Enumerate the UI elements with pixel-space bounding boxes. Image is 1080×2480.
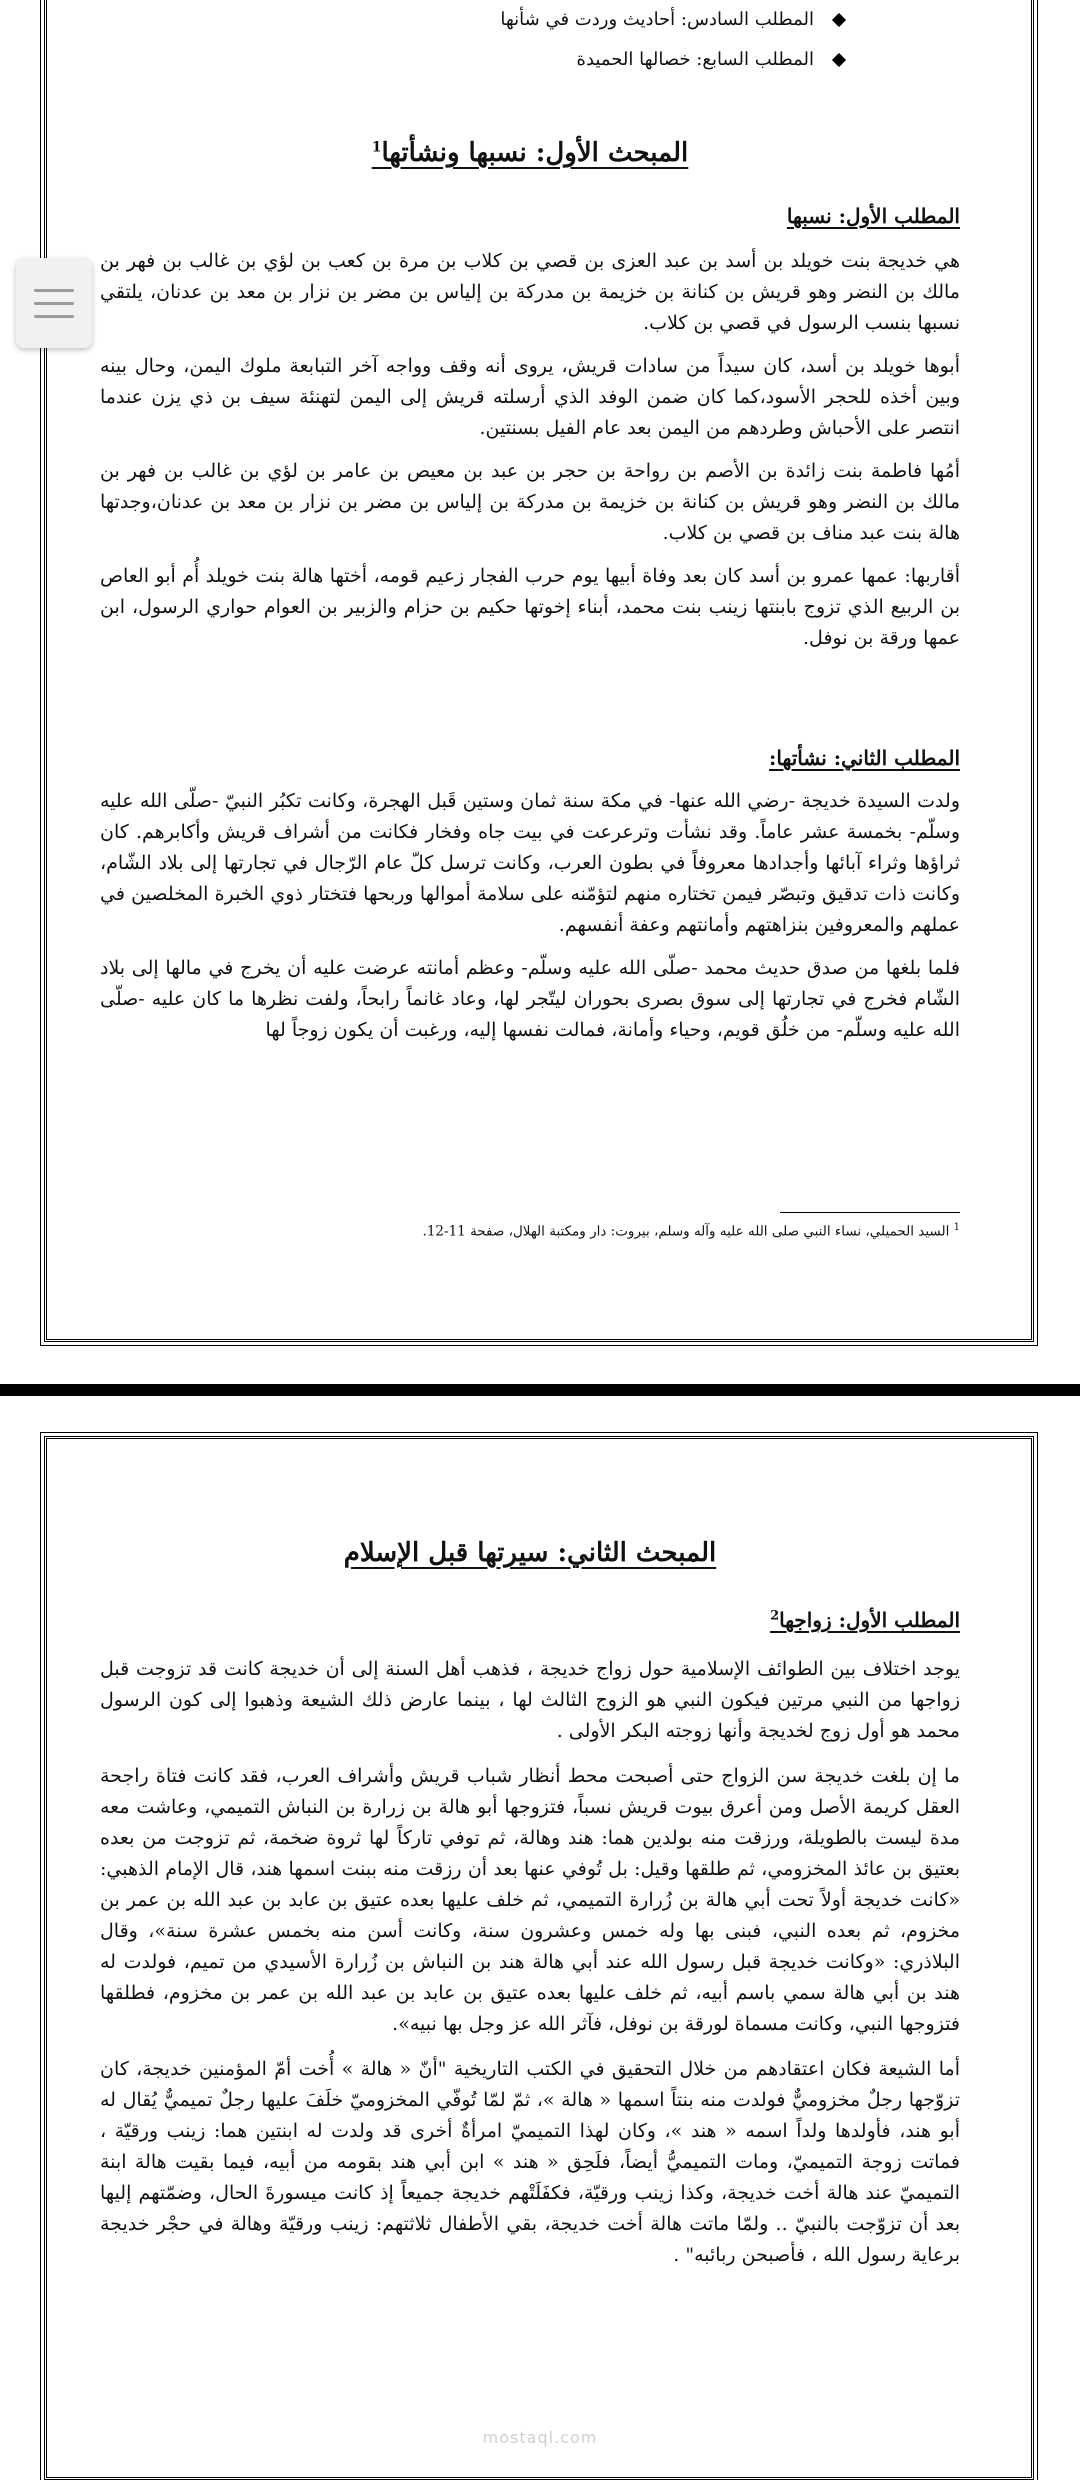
footnote-ref[interactable]: 2 — [770, 1608, 780, 1624]
paragraph: هي خديجة بنت خويلد بن أسد بن عبد العزى بن قصي بن كلاب بن مرة بن كعب بن لؤي بن غالب بن فهر بن مالك بن النضر وهو قريش بن كنانة بن خزيمة بن مدركة بن إلياس بن مضر بن نزار بن معد بن عدنان، يلتقي نسبها بنسب الرسول في قصي بن كلاب. — [100, 250, 960, 334]
paragraph: أبوها خويلد بن أسد، كان سيداً من سادات قريش، يروى أنه وقف وواجه آخر التبابعة ملوك اليمن، وحال بينه وبين أخذه للحجر الأسود،كما كان ضمن الوفد الذي أرسلته قريش إلى اليمن لتهنئة سيف بن ذي يزن عندما انتصر على الأحباش وطردهم من اليمن بعد عام الفيل بسنتين. — [100, 355, 960, 439]
paragraph: أمُها فاطمة بنت زائدة بن الأصم بن رواحة بن حجر بن عبد بن معيص بن عامر بن لؤي بن غالب بن فهر بن مالك بن النضر وهو قريش بن كنانة بن خزيمة بن مدركة بن إلياس بن مضر بن نزار بن معد بن عدنان،وجدتها هالة بنت عبد مناف بن قصي بن كلاب. — [100, 460, 960, 544]
menu-line-icon — [34, 315, 74, 318]
section-title: المبحث الثاني: سيرتها قبل الإسلام — [343, 1538, 717, 1568]
page-border — [44, 0, 1034, 1342]
footnote-ref[interactable]: 1 — [371, 139, 382, 156]
document-page-2 — [44, 1436, 1034, 2460]
lineage-paragraphs — [100, 246, 960, 654]
hamburger-menu-button[interactable] — [16, 258, 92, 348]
section-title: المبحث الأول: نسبها ونشأتها$^1$ — [371, 138, 689, 168]
subsection-title: المطلب الأول: زواجها$^2$ — [770, 1608, 960, 1632]
paragraph: يوجد اختلاف بين الطوائف الإسلامية حول زواج خديجة ، فذهب أهل السنة إلى أن خديجة كانت قد تزوجت قبل زواجها من النبي مرتين فيكون النبي هو الزوج الثالث لها ، بينما عارض ذلك الشيعة وذهبوا إلى كون الرسول محمد هو أول زوج لخديجة وأنها زوجته البكر الأولى . — [100, 1658, 960, 1742]
subsection-title: المطلب الثاني: نشأتها: — [769, 746, 960, 770]
footnote: $^1$ السيد الحميلي، نساء النبي صلى الله عليه وآله وسلم، بيروت: دار ومكتبة الهلال، صفحة 11-12. — [422, 1222, 960, 1240]
toc-bullet-list — [500, 0, 844, 80]
paragraph: فلما بلغها من صدق حديث محمد -صلّى الله عليه وسلّم- وعظم أمانته عرضت عليه أن يخرج في مالها إلى بلاد الشّام فخرج في تجارتها إلى سوق بصرى بحوران ليتّجر لها، وعاد غانماً رابحاً، ولفت نظرها ما كان عليه -صلّى الله عليه وسلّم- من خلُق قويم، وحياء وأمانة، فمالت نفسها إليه، ورغبت أن يكون زوجاً لها — [100, 957, 960, 1041]
toc-item: المطلب السادس: أحاديث وردت في شأنها — [500, 0, 844, 40]
page-divider — [0, 1384, 1080, 1396]
paragraph: أما الشيعة فكان اعتقادهم من خلال التحقيق في الكتب التاريخية "أنّ « هالة » أُخت أمّ المؤمنين خديجة، كان تزوّجها رجلٌ مخزوميٌّ فولدت منه بنتاً اسمها « هالة »، ثمّ لمّا تُوفّي المخزوميّ خلَفَ عليها رجلٌ تميميٌّ يُقال له أبو هند، فأولدها ولداً اسمه « هند »، وكان لهذا التميميّ امرأةٌ أخرى قد ولدت له ابنتين هما: زينب ورقيّة ، فماتت زوجة التميميّ، ومات التميميُّ أيضاً، فلَحِق « هند » ابن أبي هند بقومه من أبيه، فيما بقيت هالة ابنة التميميّ عند هالة أخت خديجة، وكذا زينب ورقيّة، فكفَلَتْهم خديجة جميعاً إذ كانت ميسورةَ الحال، وضمّتهم إليها بعد أن تزوّجت بالنبيّ .. ولمّا ماتت هالة أخت خديجة، بقي الأطفال ثلاثتهم: زينب ورقيّة وهالة في حجْر خديجة برعاية رسول الله ، فأصبحن ربائبه" . — [100, 2058, 960, 2266]
paragraph: أقاربها: عمها عمرو بن أسد كان بعد وفاة أبيها يوم حرب الفجار زعيم قومه، أختها هالة بنت خويلد أُم أبو العاص بن الربيع الذي تزوج بابنتها زينب بنت محمد، أبناء إخوتها حكيم بن حزام والزبير بن العوام حواري الرسول، ابن عمها ورقة بن نوفل. — [100, 565, 960, 649]
diamond-bullet-icon — [832, 13, 846, 27]
subsection-title: المطلب الأول: نسبها — [786, 204, 960, 228]
diamond-bullet-icon — [832, 53, 846, 67]
document-page-1 — [44, 0, 1034, 1342]
paragraph: ولدت السيدة خديجة -رضي الله عنها- في مكة سنة ثمان وستين قَبل الهجرة، وكانت تكبُر النبيّ -صلّى الله عليه وسلّم- بخمسة عشر عاماً. وقد نشأت وترعرعت في بيت جاه وفخار فكانت من أشراف قريش وأكابرهم. كان ثراؤها وثراء آبائها وأجدادها معروفاً في بطون العرب، وكانت ترسل كلّ عام الرّجال في تجارتها إلى بلاد الشّام، وكانت ذات تدقيق وتبصّر فيمن تختاره منهم لتؤمّنه على سلامة أموالها وربحها فتختار ذوي الخبرة المخلصين في عملهم والمعروفين بنزاهتهم وأمانتهم وعفة أنفسهم. — [100, 790, 960, 936]
toc-item: المطلب السابع: خصالها الحميدة — [500, 40, 844, 80]
paragraph: ما إن بلغت خديجة سن الزواج حتى أصبحت محط أنظار شباب قريش وأشراف العرب، فقد كانت فتاة راجحة العقل كريمة الأصل ومن أعرق بيوت قريش نسباً، فتزوجها أبو هالة بن زرارة بن النباش التميمي، وعاشت معه مدة ليست بالطويلة، ورزقت منه بولدين هما: هند وهالة، ثم توفي تاركاً لها ثروة ضخمة، ثم تزوجت من بعده بعتيق بن عائذ المخزومي، ثم طلقها وقيل: بل تُوفي عنها بعد أن رزقت منه ببنت اسمها هند، قال الإمام الذهبي: «كانت خديجة أولاً تحت أبي هالة بن زُرارة التميمي، ثم خلف عليها بعده عتيق بن عابد بن عبد الله بن عمر بن مخزوم، ثم بعده النبي، فبنى بها وله خمس وعشرون سنة، وكانت أسن منه بخمس عشرة سنة»، وقال البلاذري: «وكانت خديجة قبل رسول الله عند أبي هالة هند بن النباش بن زُرارة الأسيدي من تميم، فولدت له هند بن أبي هالة سمي باسم أبيه، ثم خلف عليها بعده عتيق بن عابد بن عبد الله بن عمر بن مخزوم، فطلقها فتزوجها النبي، وكانت مسماة لورقة بن نوفل، فآثر الله عز وجل بها نبيه». — [100, 1765, 960, 2035]
menu-line-icon — [34, 289, 74, 292]
watermark: mostaql.com — [482, 2428, 598, 2447]
upbringing-paragraphs — [100, 786, 960, 1046]
footnote-separator — [780, 1212, 960, 1213]
menu-line-icon — [34, 302, 74, 305]
marriage-paragraphs — [100, 1654, 960, 2271]
